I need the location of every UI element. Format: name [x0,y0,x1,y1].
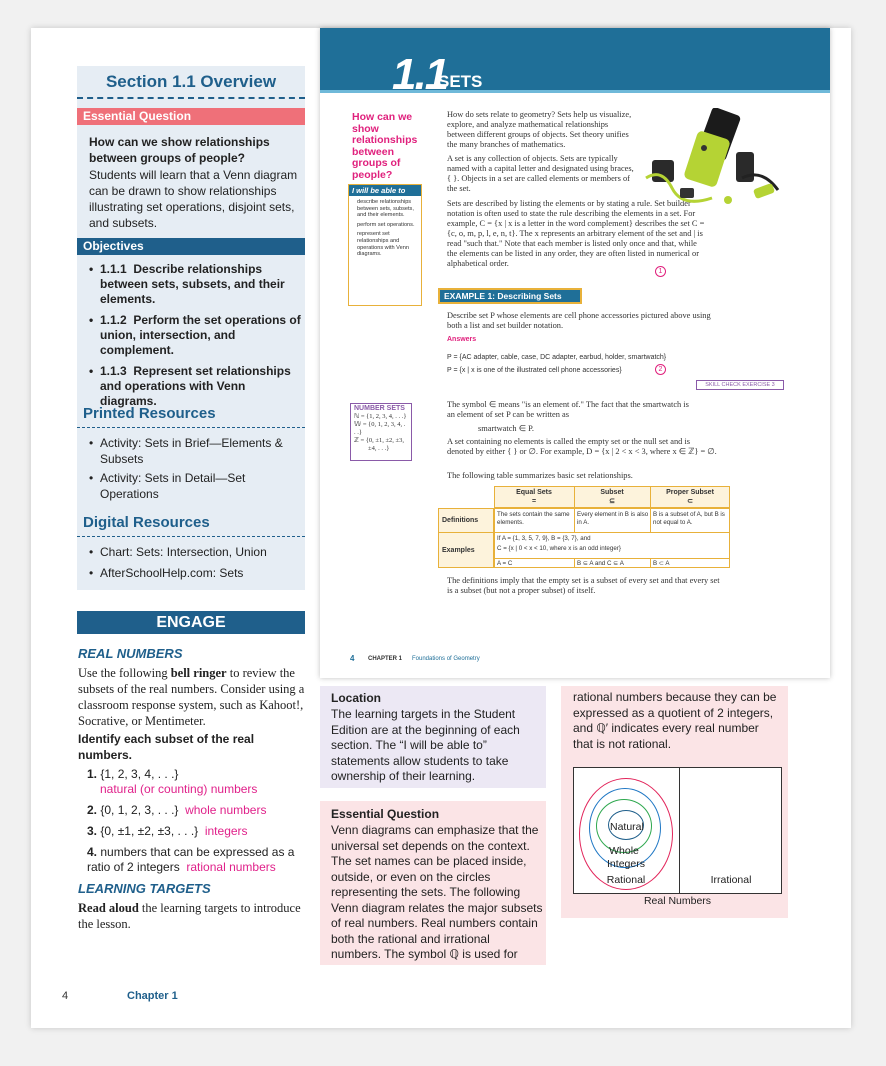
section-number: 1.1 [392,50,448,99]
callout-circle: 1 [655,266,666,277]
essential-question-text: How can we show relationships between groups of people? [89,135,270,165]
callout-circle: 2 [655,364,666,375]
number-set-line: ℕ = {1, 2, 3, 4, . . .} [354,413,407,420]
table-cell: B ⊂ A [653,560,670,567]
printed-resources-title: Printed Resources [83,405,216,422]
table-header: Equal Sets = [516,489,552,505]
set-relationships-table [438,486,730,568]
answer-text: natural (or counting) numbers [100,782,258,796]
essential-question-label: Essential Question [77,108,305,125]
set-builder-paragraph: Sets are described by listing the elements or by stating a rule. Set builder notation is often used to state the rule describing the elements in a set. For example, C = {x | x is a letter in the word complement} describes the set C = {c, o, m, p, l, e, n, t}. The x represents an arbitrary element of the set and | is read "such that." Note that each member is listed only once and that, while the elements can be listed in any order, they are often listed in numerical or alphabetical order. [447,199,705,268]
continued-text: rational numbers because they can be expressed as a quotient of 2 integers, and ℚ′ indicates every real number that is not rational. [573,690,777,751]
location-text: The learning targets in the Student Edition are at the beginning of each section. The “I will be able to” statements allow students to take ownership of their learning. [331,707,520,783]
example-label: EXAMPLE 1: Describing Sets [438,288,582,304]
skill-check-badge: SKILL CHECK EXERCISE 3 [696,380,784,390]
table-cell: Every element in B is also in A. [577,511,649,526]
venn-caption: Real Numbers [643,895,712,907]
digital-resource-link[interactable]: • Chart: Sets: Intersection, Union [89,545,267,559]
objective-item: • 1.1.2 Perform the set operations of union, intersection, and complement. [89,313,301,357]
table-cell: B ⊆ A and C ⊆ A [577,560,624,567]
number-set-line: ℤ = {0, ±1, ±2, ±3, [354,437,404,444]
objective-item: • 1.1.3 Represent set relationships and operations with Venn diagrams. [89,364,291,408]
answer-line: P = {AC adapter, cable, case, DC adapter, earbud, holder, smartwatch} [447,354,667,361]
table-header: Proper Subset ⊂ [666,489,714,505]
table-header: Subset ⊆ [600,489,624,505]
eq-note-text: Venn diagrams can emphasize that the universal set depends on the context. The set names can be placed inside, outside, or even on the circles representing the sets. The following Venn diagram relates the major subsets of real numbers. Real numbers contain both the rational and irrational numbers. The symbol ℚ is used for [331,823,543,961]
answers-label: Answers [447,336,477,343]
learning-targets-heading: LEARNING TARGETS [78,881,211,896]
printed-resource-link[interactable]: • Activity: Sets in Brief—Elements & Subsets [89,436,283,466]
irrational-label: Irrational [710,874,752,886]
book-page-number: 4 [350,654,355,663]
intro-paragraph: How do sets relate to geometry? Sets help us visualize, explore, and analyze mathematical relationships between different groups of objects. Set theory unifies the many branches of mathematics. [447,110,632,149]
overview-title: Section 1.1 Overview [105,72,277,91]
table-cell: B is a subset of A, but B is not equal to A. [653,511,725,526]
bell-ringer-paragraph: Use the following bell ringer to review the subsets of the real numbers. Consider using a classroom response system, such as Kahoot!, Socrative, or Mentimeter. [78,666,305,728]
closing-paragraph: The definitions imply that the empty set is a subset of every set and that every set is a subset (but not a proper subset) of itself. [447,576,720,595]
textbook-page [320,28,830,678]
digital-resources-title: Digital Resources [83,514,210,531]
natural-label: Natural [610,821,644,833]
divider [77,536,305,537]
objectives-label: Objectives [77,238,305,255]
table-cell: If A = {1, 3, 5, 7, 9}, B = {3, 7}, and [497,535,591,542]
example-expression: smartwatch ∈ P. [478,424,534,433]
iwba-label: I will be able to [349,185,421,196]
location-heading: Location [331,691,381,705]
real-numbers-heading: REAL NUMBERS [78,646,183,661]
number-set-line: 𝕎 = {0, 1, 2, 3, 4, . . .} [354,421,406,436]
whole-label: Whole [609,845,639,857]
accessories-photo [642,108,784,216]
set-definition: A set is any collection of objects. Sets are typically named with a capital letter and designated using braces, { }. Objects in a set are called elements or members of the set. [447,154,634,193]
book-chapter-label: CHAPTER 1 [368,656,403,662]
book-chapter-title: Foundations of Geometry [412,656,480,662]
engage-header: ENGAGE [77,611,305,634]
row-label: Examples [442,547,475,554]
divider [77,97,305,99]
number-sets-label: NUMBER SETS [354,405,405,412]
chapter-label: Chapter 1 [127,990,178,1002]
example-text: Describe set P whose elements are cell phone accessories pictured above using both a list and set builder notation. [447,311,711,330]
answer-line: P = {x | x is one of the illustrated cell phone accessories} [447,367,622,374]
number-set-line: ±4, . . .} [368,445,390,452]
number-sets-box [350,403,412,461]
row-label: Definitions [442,517,479,524]
list-item: 1. {1, 2, 3, 4, . . .} [87,767,179,781]
target-item: perform set operations. [357,221,415,228]
page-number: 4 [62,990,69,1002]
printed-resource-link[interactable]: • Activity: Sets in Detail—Set Operations [89,471,246,501]
table-cell: The sets contain the same elements. [497,511,570,526]
digital-resource-link[interactable]: • AfterSchoolHelp.com: Sets [89,566,244,580]
list-item: 4. numbers that can be expressed as a ratio of 2 integers rational numbers [87,845,295,874]
rational-label: Rational [606,874,646,886]
learning-targets-paragraph: Read aloud the learning targets to introduce the lesson. [78,901,301,931]
objective-item: • 1.1.1 Describe relationships between sets, subsets, and their elements. [89,262,285,306]
element-symbol-paragraph: The symbol ∈ means "is an element of." The fact that the smartwatch is an element of set P can be written as [447,400,689,419]
divider [77,427,305,428]
target-item: represent set relationships and operations with Venn diagrams. [357,231,409,258]
list-item: 3. {0, ±1, ±2, ±3, . . .} integers [87,824,248,838]
identify-prompt: Identify each subset of the real numbers. [78,732,255,762]
target-item: describe relationships between sets, subsets, and their elements. [357,199,414,219]
integers-label: Integers [607,858,645,870]
essential-question-desc: Students will learn that a Venn diagram can be drawn to show relationships illustrating set operations, disjoint sets, and subsets. [89,168,298,230]
empty-set-paragraph: A set containing no elements is called the empty set or the null set and is denoted by either { } or ∅. For example, D = {x | 2 < x < 3, where x ∈ ℤ} = ∅. [447,437,717,456]
list-item: 2. {0, 1, 2, 3, . . .} whole numbers [87,803,267,817]
table-cell: C = {x | 0 < x < 10, where x is an odd integer} [497,545,621,552]
table-intro: The following table summarizes basic set relationships. [447,471,633,480]
section-title: SETS [438,72,483,91]
eq-note-heading: Essential Question [331,807,440,821]
side-question: How can we show relationships between groups of people? [352,111,418,181]
table-cell: A = C [497,560,513,567]
learning-targets-box [348,184,422,306]
